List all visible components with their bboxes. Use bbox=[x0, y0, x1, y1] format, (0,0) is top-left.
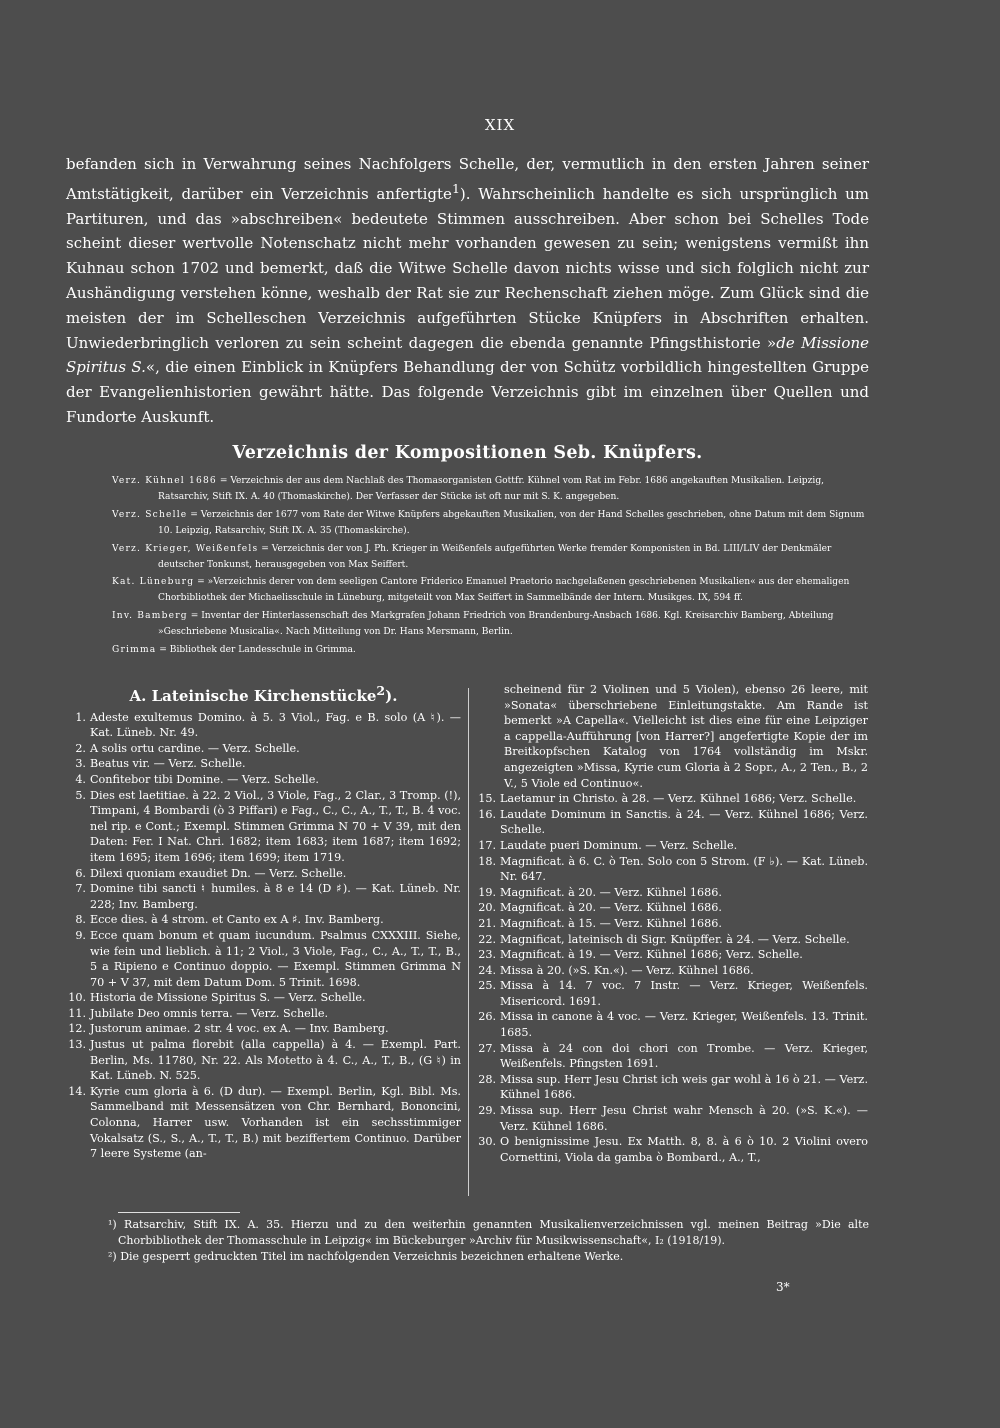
entry-number: 24. bbox=[478, 963, 496, 977]
abbreviation-text: = Bibliothek der Landesschule in Grimma. bbox=[156, 645, 356, 656]
entry-text: Confitebor tibi Domine. — Verz. Schelle. bbox=[90, 772, 319, 786]
catalogue-entry bbox=[66, 866, 461, 882]
entry-text: Laetamur in Christo. à 28. — Verz. Kühnel 1686; Verz. Schelle. bbox=[500, 792, 857, 806]
entry-number: 14. bbox=[68, 1084, 86, 1098]
entry-text: Dilexi quoniam exaudiet Dn. — Verz. Schelle. bbox=[90, 866, 347, 880]
catalogue-entry bbox=[476, 791, 868, 807]
entry-number: 4. bbox=[75, 772, 86, 786]
entry-number: 15. bbox=[478, 792, 496, 806]
entry-number: 27. bbox=[478, 1041, 496, 1055]
abbreviation-entry bbox=[112, 508, 868, 540]
entry-text: Magnificat. à 15. — Verz. Kühnel 1686. bbox=[500, 916, 722, 930]
entry-continuation: scheinend für 2 Violinen und 5 Violen), ebenso 26 leere, mit »Sonata« überschriebene Einleitungstakte. Am Rande ist bemerkt »A Capella«. Vielleicht ist dies eine für eine Leipziger a cappella-Aufführung [von Harrer?] angefertigte Kopie der im Breitkopfschen Katalog von 1764 vollständig im Mskr. angezeigten »Missa, Kyrie cum Gloria à 2 Sopr., A., 2 Ten., B., 2 V., 5 Viole ed Continuo«. bbox=[504, 683, 868, 790]
catalogue-entry bbox=[476, 916, 868, 932]
entry-number: 8. bbox=[75, 913, 86, 927]
entry-text: Magnificat. à 20. — Verz. Kühnel 1686. bbox=[500, 885, 722, 899]
footnote: ²) Die gesperrt gedruckten Titel im nachfolgenden Verzeichnis bezeichnen erhaltene Werke. bbox=[108, 1250, 624, 1263]
entry-text: Missa à 20. (»S. Kn.«). — Verz. Kühnel 1686. bbox=[500, 963, 754, 977]
entry-number: 21. bbox=[478, 916, 496, 930]
catalogue-entry bbox=[476, 978, 868, 1009]
abbreviation-text: = »Verzeichnis derer von dem seeligen Cantore Friderico Emanuel Praetorio nachgelaßenen geschriebenen Musikalien« aus der ehemaligen Chorbibliothek der Michaelisschule in Lüneburg, mitgeteilt von Max Seiffert in Sammelbände der Intern. Musikges. IX, 594 ff. bbox=[158, 577, 850, 604]
signature-mark: 3* bbox=[776, 1280, 790, 1294]
catalogue-entry bbox=[476, 838, 868, 854]
abbreviation-key: Inv. Bamberg bbox=[112, 611, 188, 622]
footnote-ref-1: 1 bbox=[451, 180, 460, 196]
catalogue-entry bbox=[476, 947, 868, 963]
catalogue-entry bbox=[66, 1021, 461, 1037]
catalogue-entry bbox=[476, 807, 868, 838]
entry-number: 22. bbox=[478, 932, 496, 946]
entry-number: 7. bbox=[75, 882, 86, 896]
entry-text: Adeste exultemus Domino. à 5. 3 Viol., Fag. e B. solo (A ♮). — Kat. Lüneb. Nr. 49. bbox=[90, 710, 461, 740]
abbreviation-key: Kat. Lüneburg bbox=[112, 577, 195, 588]
catalogue-entry bbox=[476, 854, 868, 885]
section-title: A. Lateinische Kirchenstücke$^2$). bbox=[129, 683, 398, 705]
entry-number: 10. bbox=[68, 991, 86, 1005]
entry-text: Laudate pueri Dominum. — Verz. Schelle. bbox=[500, 838, 738, 852]
entry-number: 16. bbox=[478, 807, 496, 821]
catalogue-entry bbox=[66, 756, 461, 772]
right-column bbox=[476, 682, 868, 1165]
abbreviation-entry bbox=[112, 575, 868, 607]
entry-text: Missa sup. Herr Jesu Christ wahr Mensch à 20. (»S. K.«). — Verz. Kühnel 1686. bbox=[500, 1104, 868, 1133]
entry-text: Beatus vir. — Verz. Schelle. bbox=[90, 757, 246, 771]
entry-text: Magnificat. à 20. — Verz. Kühnel 1686. bbox=[500, 901, 722, 915]
entry-text: Magnificat. à 19. — Verz. Kühnel 1686; Verz. Schelle. bbox=[500, 948, 803, 962]
entry-text: Ecce dies. à 4 strom. et Canto ex A ♯. Inv. Bamberg. bbox=[90, 913, 384, 927]
footnote: ¹) Ratsarchiv, Stift IX. A. 35. Hierzu und zu den weiterhin genannten Musikalienverzeichnissen vgl. meinen Beitrag »Die alte Chorbibliothek der Thomasschule in Leipzig« im Bückeburger »Archiv für Musikwissenschaft«, I₂ (1918/19). bbox=[108, 1218, 869, 1247]
catalogue-entry bbox=[66, 741, 461, 757]
catalogue-entry bbox=[66, 710, 461, 741]
left-column bbox=[66, 683, 461, 1162]
entry-number: 12. bbox=[68, 1022, 86, 1036]
entry-text: Ecce quam bonum et quam iucundum. Psalmus CXXXIII. Siehe, wie fein und lieblich. à 11; 2 Viol., 3 Viole, Fag., C., A., T., T., B., 5 a Ripieno e Continuo doppio. — Exempl. Stimmen Grimma N 70 + V 37, mit dem Datum Dom. 5 Trinit. 1698. bbox=[90, 928, 461, 989]
entry-text: Domine tibi sancti ♮ humiles. à 8 e 14 (D ♯). — Kat. Lüneb. Nr. 228; Inv. Bamberg. bbox=[90, 882, 461, 911]
abbreviation-text: = Verzeichnis der aus dem Nachlaß des Thomasorganisten Gottfr. Kühnel vom Rat im Febr. 1686 angekauften Musikalien. Leipzig, Ratsarchiv, Stift IX. A. 40 (Thomaskirche). Der Verfasser der Stücke ist oft nur mit S. K. angegeben. bbox=[158, 476, 825, 502]
abbreviation-key: Verz. Schelle bbox=[112, 509, 188, 520]
entry-number: 29. bbox=[478, 1104, 496, 1118]
abbreviation-entry bbox=[112, 609, 868, 641]
column-divider bbox=[468, 688, 469, 1196]
intro-text-2: ). Wahrscheinlich handelte es sich ursprünglich um Partituren, und das »abschreiben« bedeutete Stimmen ausschreiben. Aber schon bei Schelles Tode scheint dieser wertvolle Notenschatz nicht mehr vorhanden gewesen zu sein; wenigstens vermißt ihn Kuhnau schon 1702 und bemerkt, daß die Witwe Schelle davon nichts wisse und sich folglich nicht zur Aushändigung verstehen könne, weshalb der Rat sie zur Rechenschaft ziehen möge. Zum Glück sind die meisten der im Schelleschen Verzeichnis aufgeführten Stücke Knüpfers in Abschriften erhalten. Unwiederbringlich verloren zu sein scheint dagegen die ebenda genannte Pfingsthistorie » bbox=[66, 184, 869, 352]
entry-text: Historia de Missione Spiritus S. — Verz. Schelle. bbox=[90, 991, 366, 1005]
catalogue-entry bbox=[476, 885, 868, 901]
entry-number: 2. bbox=[75, 741, 86, 755]
entry-text: Missa sup. Herr Jesu Christ ich weis gar wohl à 16 ò 21. — Verz. Kühnel 1686. bbox=[500, 1072, 868, 1102]
entry-text: Laudate Dominum in Sanctis. à 24. — Verz. Kühnel 1686; Verz. Schelle. bbox=[500, 807, 868, 837]
entry-text: Missa in canone à 4 voc. — Verz. Krieger, Weißenfels. 13. Trinit. 1685. bbox=[500, 1010, 868, 1040]
entry-text: Magnificat, lateinisch di Sigr. Knüpffer. à 24. — Verz. Schelle. bbox=[500, 932, 850, 946]
catalogue-entry bbox=[476, 963, 868, 979]
abbreviation-key: Grimma bbox=[112, 645, 157, 656]
catalogue-entry bbox=[476, 1009, 868, 1040]
entry-number: 30. bbox=[478, 1135, 496, 1149]
catalogue-entry bbox=[66, 1037, 461, 1084]
entry-text: O benignissime Jesu. Ex Matth. 8, 8. à 6 ò 10. 2 Violini overo Cornettini, Viola da gamba ò Bombard., A., T., bbox=[500, 1135, 868, 1164]
abbreviation-key: Verz. Kühnel 1686 bbox=[112, 476, 217, 486]
intro-text-1: befanden sich in Verwahrung seines Nachfolgers Schelle, der, vermutlich in den ersten Jahren seiner Amtstätigkeit, darüber ein Verzeichnis anfertigte bbox=[66, 155, 869, 203]
abbreviation-entry bbox=[112, 643, 868, 659]
entry-number: 19. bbox=[478, 885, 496, 899]
catalogue-heading: Verzeichnis der Kompositionen Seb. Knüpfers. bbox=[232, 443, 703, 463]
entry-number: 3. bbox=[75, 757, 86, 771]
catalogue-entry bbox=[66, 1084, 461, 1162]
catalogue-entry bbox=[476, 1134, 868, 1165]
footnotes bbox=[66, 1217, 869, 1265]
abbreviation-entry bbox=[112, 474, 868, 506]
abbreviation-entry bbox=[112, 542, 868, 574]
abbreviation-text: = Verzeichnis der 1677 vom Rate der Witwe Knüpfers abgekauften Musikalien, von der Hand Schelles geschrieben, ohne Datum mit dem Signum 10. Leipzig, Ratsarchiv, Stift IX. A. 35 (Thomaskirche). bbox=[158, 509, 865, 536]
entry-number: 23. bbox=[478, 948, 496, 962]
catalogue-entry bbox=[66, 928, 461, 990]
entry-text: Justorum animae. 2 str. 4 voc. ex A. — Inv. Bamberg. bbox=[90, 1022, 389, 1036]
page-number: XIX bbox=[484, 116, 516, 134]
entry-number: 20. bbox=[478, 901, 496, 915]
entry-text: Justus ut palma florebit (alla cappella) à 4. — Exempl. Part. Berlin, Ms. 11780, Nr. 22. Als Motetto à 4. C., A., T., B., (G ♮) in Kat. Lüneb. N. 525. bbox=[90, 1038, 461, 1083]
section-title-text: A. Lateinische Kirchenstücke bbox=[129, 687, 377, 705]
footnote-rule bbox=[118, 1212, 240, 1213]
catalogue-entry bbox=[476, 1072, 868, 1103]
entry-text: Missa à 14. 7 voc. 7 Instr. — Verz. Krieger, Weißenfels. Misericord. 1691. bbox=[500, 979, 868, 1008]
catalogue-entry bbox=[476, 932, 868, 948]
catalogue-entry bbox=[66, 772, 461, 788]
abbreviation-text: = Inventar der Hinterlassenschaft des Markgrafen Johann Friedrich von Brandenburg-Ansbach 1686. Kgl. Kreisarchiv Bamberg, Abteilung »Geschriebene Musicalia«. Nach Mitteilung von Dr. Hans Mersmann, Berlin. bbox=[158, 611, 834, 638]
intro-title-italic: de Missione Spiritus S. bbox=[66, 333, 869, 377]
entry-text: Kyrie cum gloria à 6. (D dur). — Exempl. Berlin, Kgl. Bibl. Ms. Sammelband mit Messensätzen von Chr. Bernhard, Bononcini, Colonna, Harrer usw. Vorhanden ist ein sechsstimmiger Vokalsatz (S., S., A., T., T., B.) mit beziffertem Continuo. Darüber 7 leere Systeme (an- bbox=[90, 1084, 461, 1161]
catalogue-entry bbox=[66, 912, 461, 928]
catalogue-entry bbox=[476, 1103, 868, 1134]
entry-number: 25. bbox=[478, 979, 496, 993]
entry-text: Magnificat. à 6. C. ò Ten. Solo con 5 Strom. (F ♭). — Kat. Lüneb. Nr. 647. bbox=[500, 854, 868, 884]
intro-paragraph bbox=[66, 152, 869, 430]
entry-number: 9. bbox=[75, 928, 86, 942]
entry-number: 11. bbox=[68, 1006, 86, 1020]
catalogue-entry bbox=[66, 1006, 461, 1022]
catalogue-entry bbox=[476, 900, 868, 916]
catalogue-entry bbox=[66, 881, 461, 912]
entry-number: 28. bbox=[478, 1072, 496, 1086]
catalogue-entry bbox=[66, 990, 461, 1006]
entry-text: Dies est laetitiae. à 22. 2 Viol., 3 Viole, Fag., 2 Clar., 3 Tromp. (!), Timpani, 4 Bombardi (ò 3 Piffari) e Fag., C., C., A., T., T., B. 4 voc. nel rip. e Cont.; Exempl. Stimmen Grimma N 70 + V 39, mit den Daten: Fer. I Nat. Chri. 1682; item 1683; item 1687; item 1692; item 1695; item 1696; item 1699; item 1719. bbox=[90, 788, 461, 864]
entry-number: 6. bbox=[75, 866, 86, 880]
abbreviation-text: = Verzeichnis der von J. Ph. Krieger in Weißenfels aufgeführten Werke fremder Komponisten in Bd. LIII/LIV der Denkmäler deutscher Tonkunst, herausgegeben von Max Seiffert. bbox=[158, 543, 832, 570]
entry-text: Jubilate Deo omnis terra. — Verz. Schelle. bbox=[90, 1006, 329, 1020]
entry-number: 17. bbox=[478, 838, 496, 852]
footnote-ref-2: 2 bbox=[376, 683, 386, 698]
entry-number: 5. bbox=[75, 788, 86, 802]
abbreviations-list bbox=[112, 474, 868, 661]
catalogue-entry bbox=[476, 1041, 868, 1072]
entry-number: 26. bbox=[478, 1010, 496, 1024]
entry-text: Missa à 24 con doi chori con Trombe. — Verz. Krieger, Weißenfels. Pfingsten 1691. bbox=[500, 1041, 868, 1071]
catalogue-entry bbox=[66, 788, 461, 866]
entry-number: 18. bbox=[478, 854, 496, 868]
entry-number: 1. bbox=[75, 710, 86, 724]
intro-text-3: «, die einen Einblick in Knüpfers Behandlung der von Schütz vorbildlich hingestellten Gruppe der Evangelienhistorien gewährt hätte. Das folgende Verzeichnis gibt im einzelnen über Quellen und Fundorte Auskunft. bbox=[66, 358, 869, 426]
entry-text: A solis ortu cardine. — Verz. Schelle. bbox=[90, 741, 300, 755]
abbreviation-key: Verz. Krieger, Weißenfels bbox=[112, 543, 259, 554]
entry-number: 13. bbox=[68, 1038, 86, 1052]
